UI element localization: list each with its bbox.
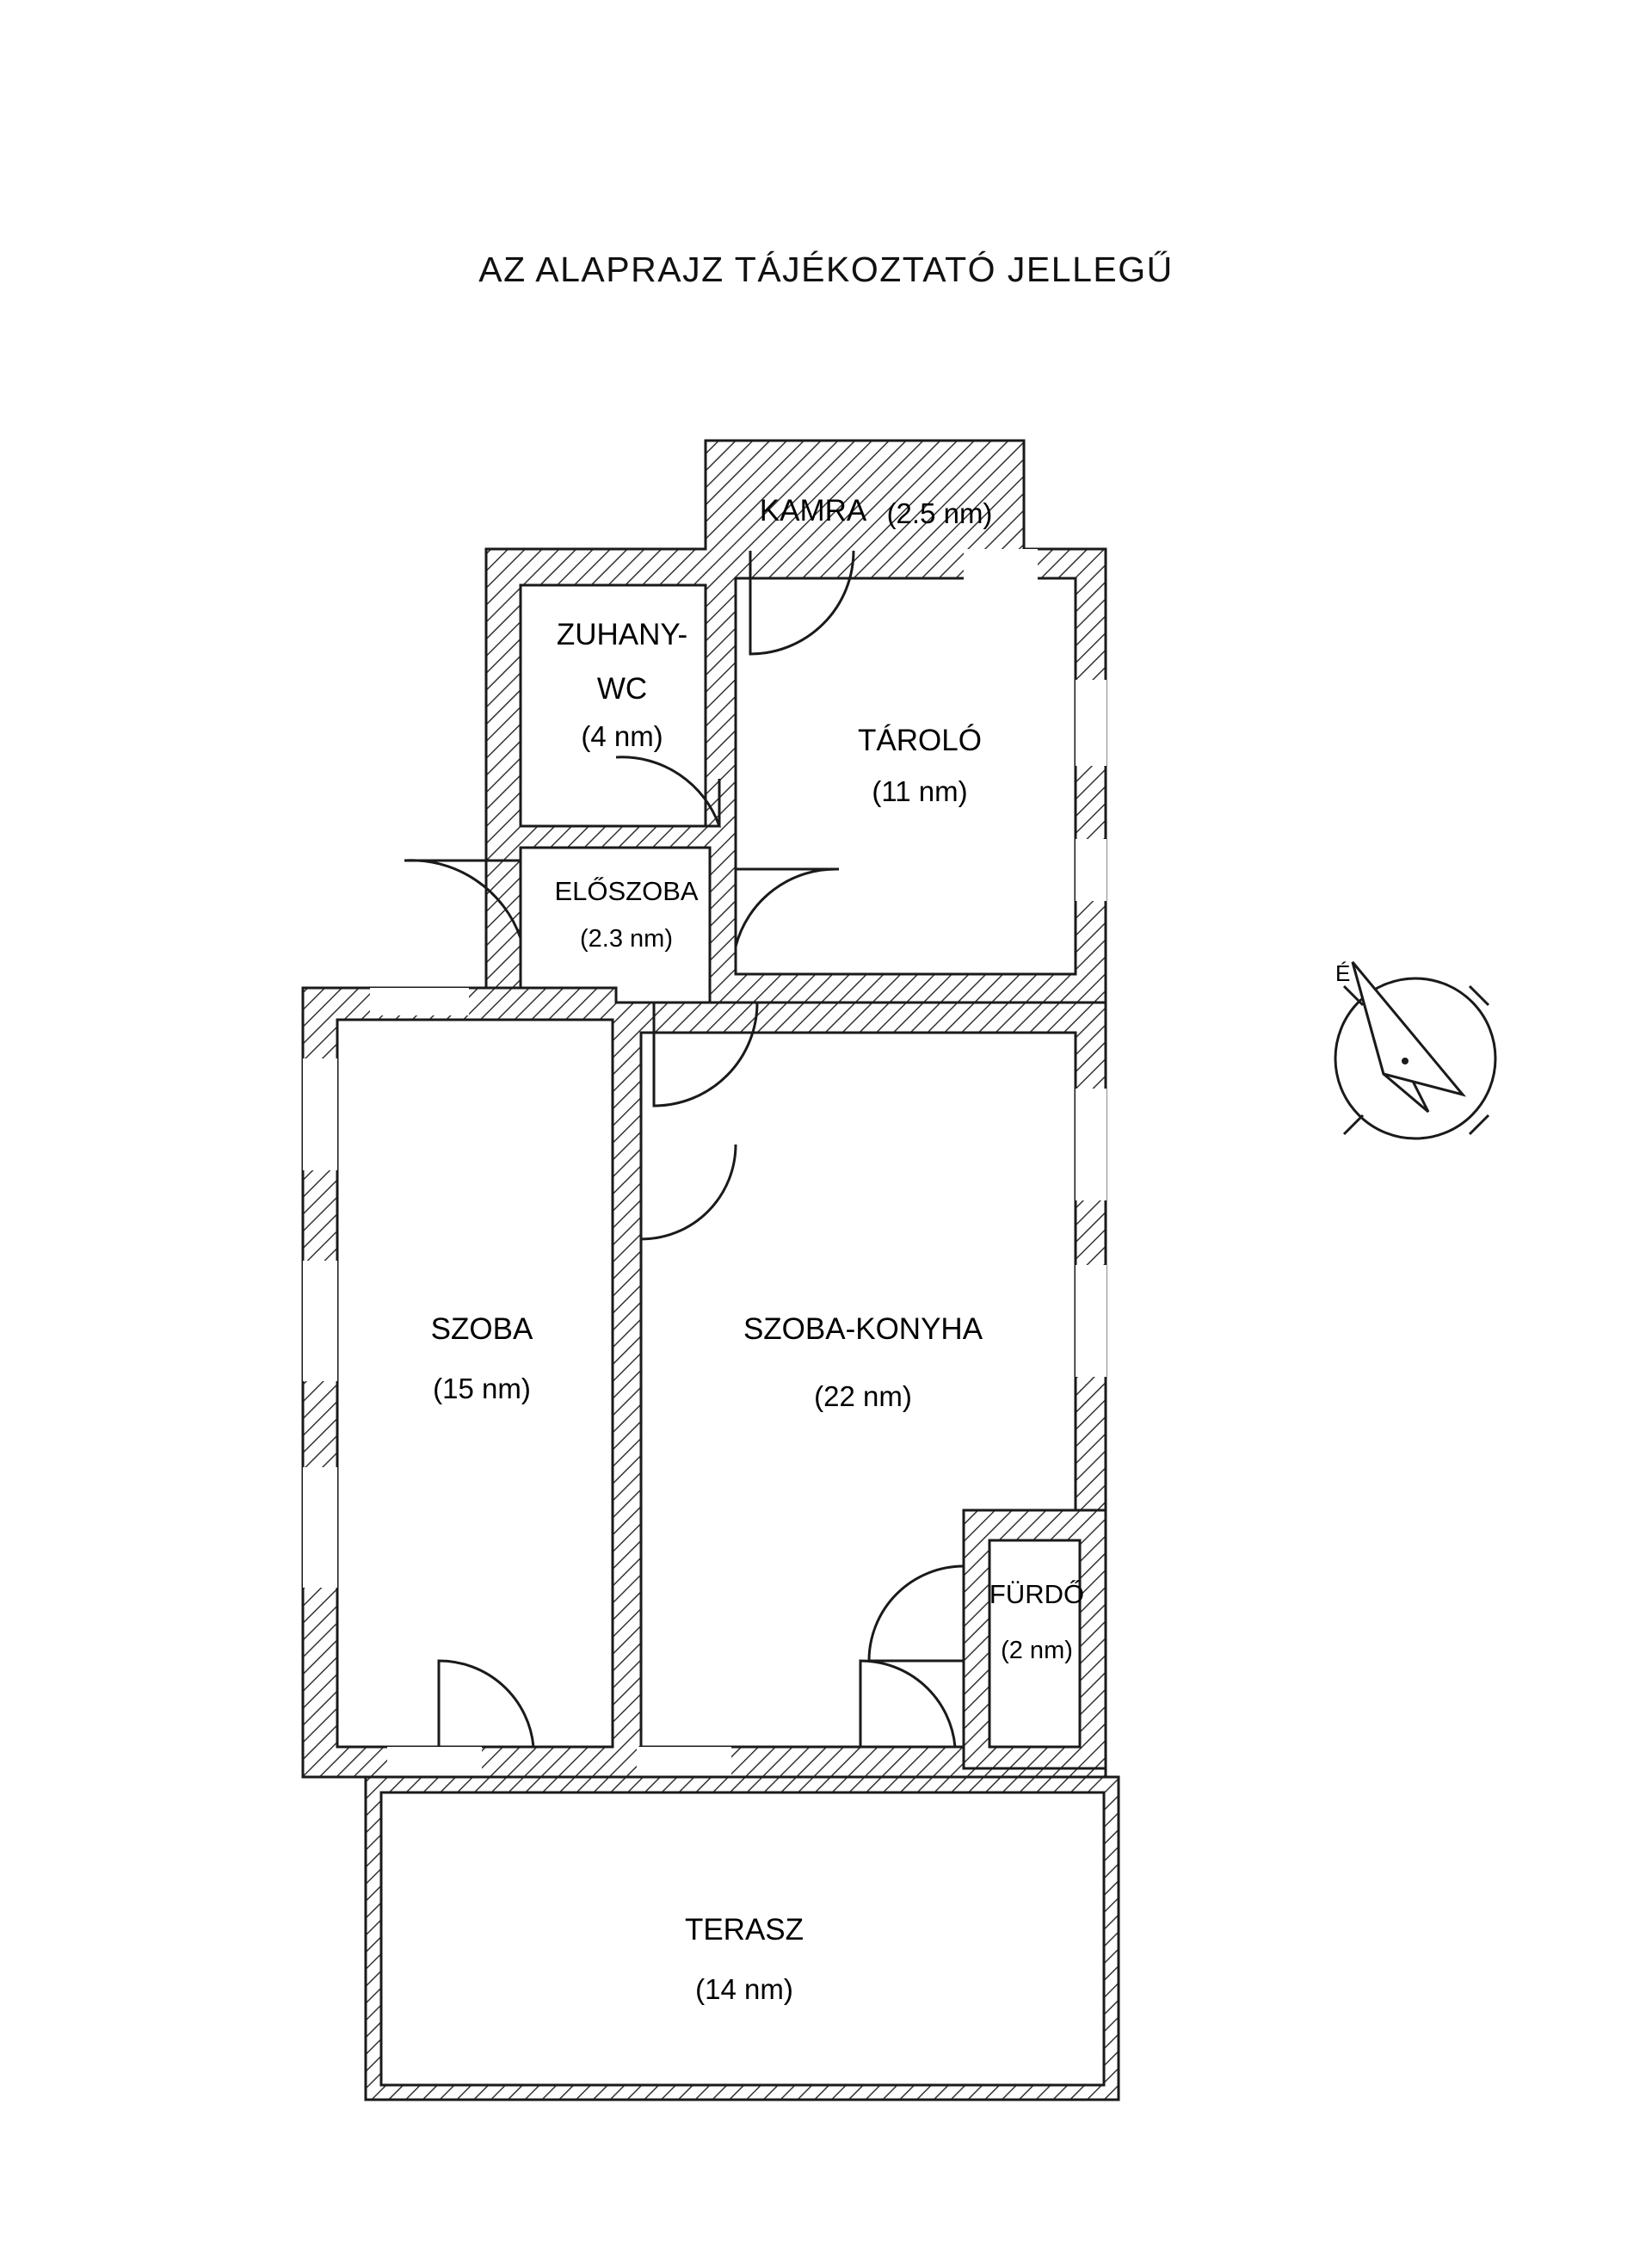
room-label-terasz: TERASZ	[684, 1913, 804, 1947]
north-arrow-icon	[1335, 960, 1495, 1138]
room-label-szoba-konyha: SZOBA-KONYHA	[743, 1312, 983, 1346]
page-title: AZ ALAPRAJZ TÁJÉKOZTATÓ JELLEGŰ	[478, 250, 1174, 289]
room-area-eloszoba: (2.3 nm)	[580, 925, 673, 953]
room-label-taroló: TÁROLÓ	[858, 724, 982, 757]
room-label-szoba: SZOBA	[430, 1312, 533, 1346]
room-area-szoba-konyha: (22 nm)	[814, 1380, 912, 1412]
walls-layer	[303, 441, 1119, 2100]
room-area-zuhany-wc: (4 nm)	[581, 720, 663, 752]
room-area-taroló: (11 nm)	[872, 775, 968, 807]
room-area-furdo: (2 nm)	[1001, 1637, 1073, 1664]
north-label: É	[1335, 960, 1351, 986]
room-area-kamra: (2.5 nm)	[886, 497, 993, 529]
room-area-szoba: (15 nm)	[433, 1373, 531, 1404]
room-label-kamra: KAMRA	[759, 494, 867, 528]
room-label-zuhany-wc-2: WC	[596, 672, 648, 706]
room-label-eloszoba: ELŐSZOBA	[554, 876, 699, 906]
room-area-terasz: (14 nm)	[695, 1973, 793, 2005]
room-label-zuhany-wc: ZUHANY-	[556, 618, 688, 651]
room-label-furdo: FÜRDŐ	[989, 1579, 1085, 1609]
